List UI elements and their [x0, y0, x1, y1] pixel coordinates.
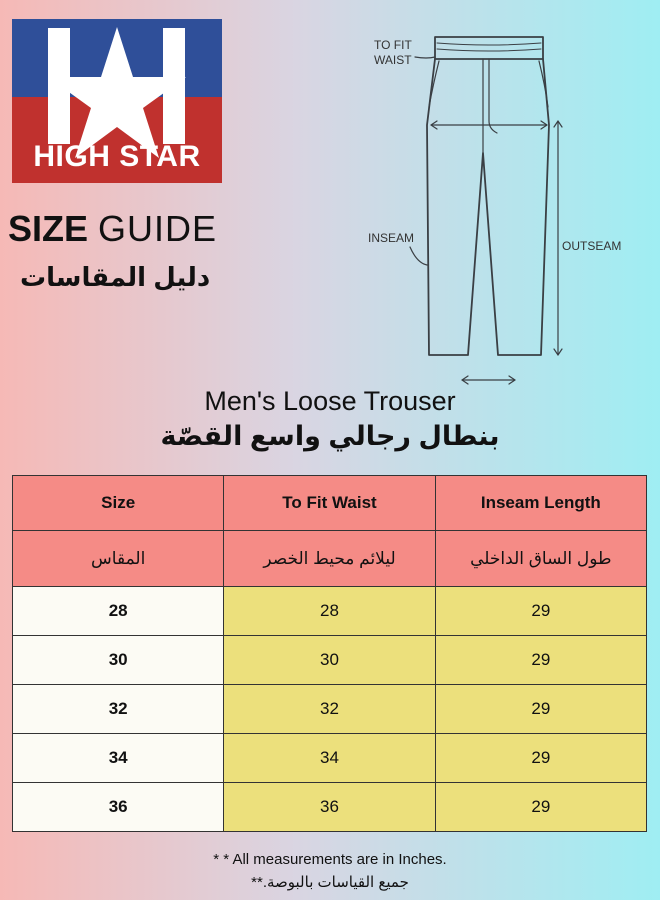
size-cell: 28 — [13, 587, 224, 636]
table-row — [13, 734, 647, 783]
waist-label-line1: TO FIT — [374, 38, 412, 52]
waist-cell: 32 — [224, 685, 435, 734]
table-row — [13, 636, 647, 685]
inseam-cell: 29 — [435, 636, 646, 685]
header-waist: To Fit Waist — [224, 476, 435, 531]
trouser-diagram — [355, 25, 645, 395]
footnote-arabic: جميع القياسات بالبوصة.** — [251, 874, 409, 891]
inseam-label: INSEAM — [368, 231, 415, 245]
size-cell: 30 — [13, 636, 224, 685]
size-cell: 34 — [13, 734, 224, 783]
header-size-arabic: المقاس — [13, 531, 224, 587]
size-guide-title — [8, 208, 217, 250]
size-guide-title-arabic: دليل المقاسات — [20, 262, 211, 292]
waist-cell: 36 — [224, 783, 435, 832]
waist-cell: 34 — [224, 734, 435, 783]
table-row — [13, 587, 647, 636]
size-guide-bold: SIZE — [8, 208, 89, 249]
size-table — [12, 475, 647, 832]
waist-label-line2: WAIST — [374, 53, 412, 67]
product-name: Men's Loose Trouser — [204, 386, 456, 416]
waist-cell: 30 — [224, 636, 435, 685]
logo-brand-text: HIGH STAR — [33, 140, 201, 173]
waistband-shape — [435, 37, 543, 59]
inseam-cell: 29 — [435, 783, 646, 832]
table-row — [13, 685, 647, 734]
brand-logo — [12, 19, 222, 183]
waist-cell: 28 — [224, 587, 435, 636]
inseam-cell: 29 — [435, 587, 646, 636]
footnote-english: * * All measurements are in Inches. — [213, 851, 447, 868]
outseam-label: OUTSEAM — [562, 239, 622, 253]
trouser-outline — [427, 59, 549, 355]
table-row — [13, 783, 647, 832]
size-cell: 36 — [13, 783, 224, 832]
product-name-arabic: بنطال رجالي واسع القصّة — [160, 421, 500, 451]
size-guide-light: GUIDE — [98, 208, 218, 249]
header-inseam-arabic: طول الساق الداخلي — [435, 531, 646, 587]
header-inseam: Inseam Length — [435, 476, 646, 531]
inseam-cell: 29 — [435, 734, 646, 783]
header-waist-arabic: ليلائم محيط الخصر — [224, 531, 435, 587]
header-size: Size — [13, 476, 224, 531]
inseam-cell: 29 — [435, 685, 646, 734]
size-cell: 32 — [13, 685, 224, 734]
table-header-row — [13, 476, 647, 531]
table-header-row-arabic — [13, 531, 647, 587]
